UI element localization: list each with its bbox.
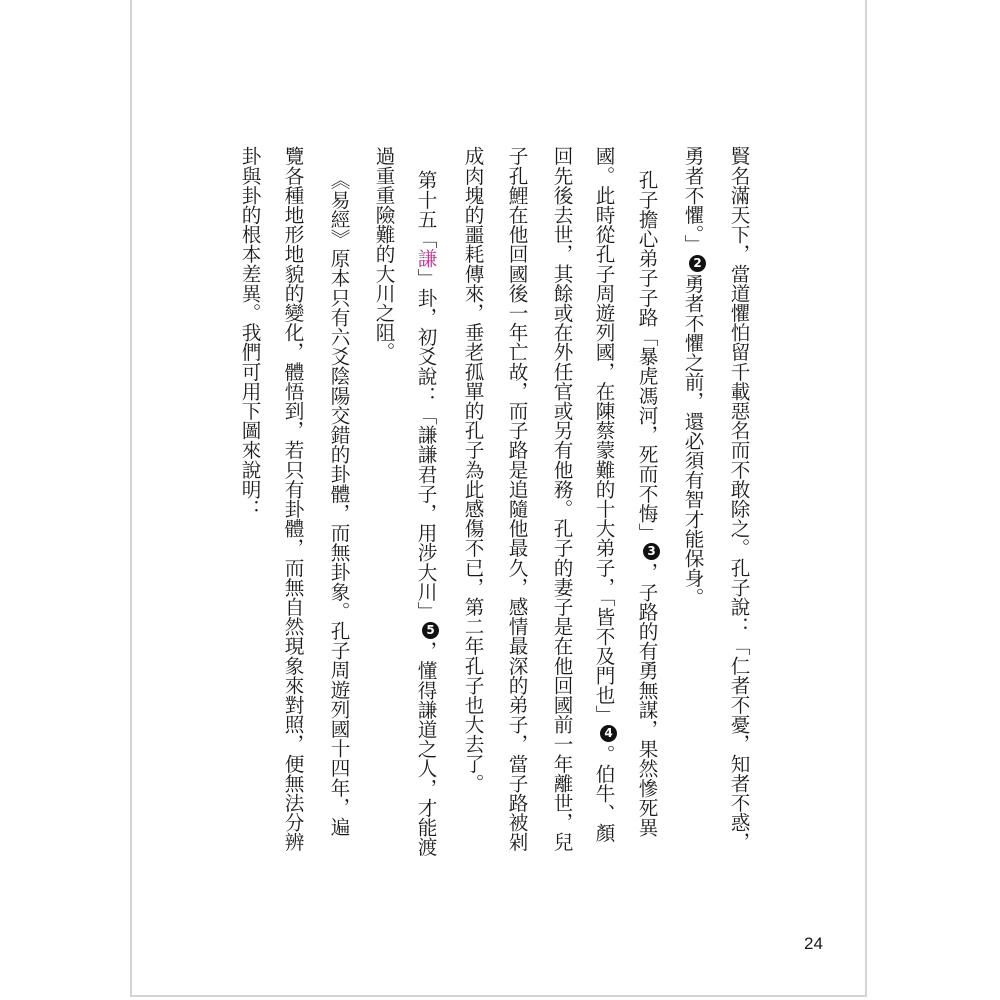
text-column-7	[460, 146, 484, 793]
paragraph-text: 卦與卦的根本差異。我們可用下圖來說明：	[238, 146, 261, 519]
text-column-3	[636, 170, 660, 837]
highlighted-hexagram-name: 謙	[414, 248, 437, 269]
paragraph-text: 第十五「	[414, 170, 437, 249]
page-number: 24	[804, 934, 823, 953]
text-column-4	[593, 146, 617, 842]
text-column-6	[504, 146, 528, 852]
paragraph-text: 賢名滿天下，當道懼怕留千載惡名而不敢除之。孔子說：「仁者不憂，知者不惑，	[727, 146, 750, 852]
paragraph-text: 過重重險難的大川之阻。	[372, 146, 395, 362]
paragraph-text: 回先後去世，其餘或在外任官或另有他務。孔子的妻子是在他回國前一年離世，兒	[550, 146, 573, 852]
paragraph-text: 覽各種地形地貌的變化，體悟到，若只有卦體，而無自然現象來對照，便無法分辨	[281, 146, 304, 852]
paragraph-text: 」卦，初爻說：「謙謙君子，用涉大川」	[414, 268, 437, 621]
paragraph-text: ，懂得謙道之人，才能渡	[414, 640, 437, 857]
footnote-marker-4-icon[interactable]: 4	[600, 725, 617, 742]
paragraph-text: 《易經》原本只有六爻陰陽交錯的卦體，而無卦象。孔子周遊列國十四年，遍	[327, 170, 350, 837]
text-column-2	[682, 146, 706, 607]
footnote-marker-3-icon[interactable]: 3	[643, 543, 660, 560]
paragraph-text: 子孔鯉在他回國後一年亡故，而子路是追隨他最久，感情最深的弟子，當子路被剁	[505, 146, 528, 852]
text-column-5	[549, 146, 573, 852]
text-column-9	[371, 146, 395, 362]
paragraph-text: 。伯牛、顏	[592, 744, 615, 843]
text-column-12	[237, 146, 261, 518]
footnote-marker-5-icon[interactable]: 5	[422, 622, 439, 639]
paragraph-text: 孔子擔心弟子子路「暴虎馮河，死而不悔」	[635, 170, 658, 543]
footnote-marker-2-icon[interactable]: 2	[689, 255, 706, 272]
text-column-11	[280, 146, 304, 852]
text-column-10	[326, 170, 350, 836]
paragraph-text: 勇者不懼之前，還必須有智才能保身。	[681, 273, 704, 608]
paragraph-text: ，子路的有勇無謀，果然慘死異	[635, 562, 658, 837]
text-column-1	[726, 146, 750, 852]
paragraph-text: 國。此時從孔子周遊列國，在陳蔡蒙難的十大弟子，「皆不及門也」	[592, 146, 615, 725]
paragraph-text: 勇者不懼。」	[681, 146, 704, 254]
paragraph-text: 成肉塊的噩耗傳來，垂老孤單的孔子為此感傷不已，第二年孔子也大去了。	[461, 146, 484, 793]
text-column-8	[415, 170, 439, 856]
